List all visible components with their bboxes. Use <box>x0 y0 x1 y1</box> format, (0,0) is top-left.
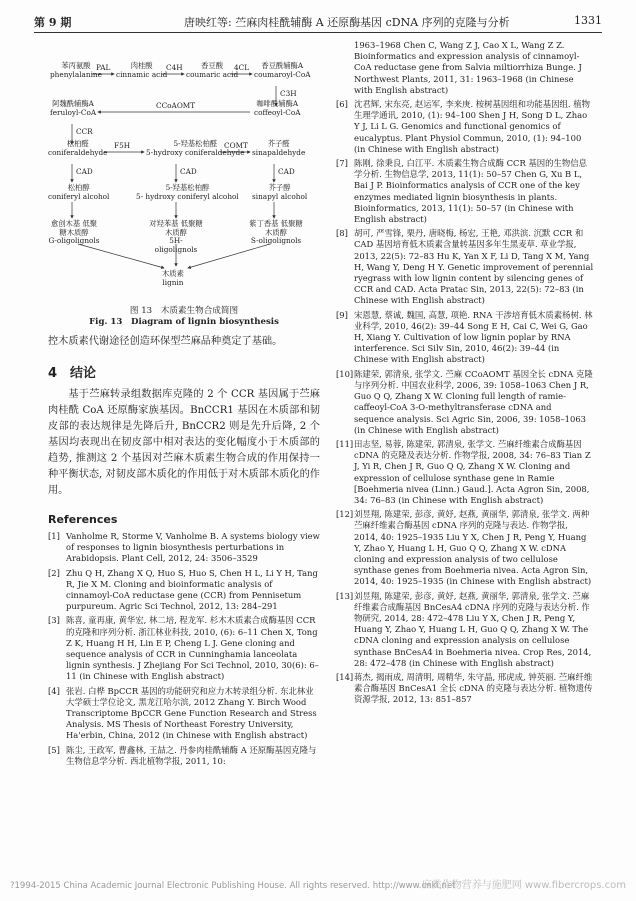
conclusion-paragraph: 基于苎麻转录组数据库克隆的 2 个 CCR 基因属于苎麻肉桂酰 CoA 还原酶家族基因。BnCCR1 基因在木质部和韧皮部的表达规律是先降后升, BnCCR2 则是先升后降, 2 个基因均表现出在韧皮部中相对表达的变化幅度小于木质部的趋势, 推测这 2 个基因对苎麻木质素生物合成的作用保持一种平衡状态, 对韧皮部木质化的作用低于对木质部木质化的作用。 <box>48 389 320 496</box>
node-coumaroyl-coa: 香豆酰辅酶A coumaroyl-CoA <box>254 61 311 79</box>
reference-item: [1] Vanholme R, Storme V, Vanholme B. A systems biology view of responses to lignin biosynthesis perturbations in Arabidopsis. Plant Cell, 2012, 24: 3506–3529 <box>48 531 320 564</box>
running-title: 唐映红等: 苎麻肉桂酰辅酶 A 还原酶基因 cDNA 序列的克隆与分析 <box>184 16 510 29</box>
reference-item: [4] 张岩. 白桦 BpCCR 基因的功能研究和应力木转录组分析. 东北林业大学硕士学位论文, 黑龙江哈尔滨, 2012 Zhang Y. Birch Wood Transcriptome BpCCR Gene Function Research and Stress Analysis. MS Thesis of Northeast Forestry University, Ha'erbin, China, 2012 (in Chinese with English abstract) <box>48 685 317 741</box>
enzyme-cad-1: CAD <box>76 167 93 176</box>
reference-item: [14] 蒋杰, 揭雨成, 周清明, 周精华, 朱守晶, 邢虎成, 钟英丽. 苎麻纤维素合酶基因 BnCesA1 全长 cDNA 的克隆与表达分析. 植物遗传资源学报, 2012, 13: 851–857 <box>336 671 593 705</box>
lignin-pathway-figure <box>48 60 320 300</box>
node-cinnamic-acid: 肉桂酸 cinnamic acid <box>116 61 168 79</box>
figure-caption-zh: 图 13 木质素生物合成简图 <box>129 306 239 316</box>
reference-item: [10] 陈建荣, 郭清泉, 张学文. 苎麻 CCoAOMT 基因全长 cDNA 克隆与序列分析. 中国农业科学, 2006, 39: 1058–1063 Chen J R, Guo Q Q, Zhang X W. Cloning full length of ramie-caffeoyl-CoA 3-O-methyltransferase cDNA and sequence analysis. Sci Agric Sin, 2006, 39: 1058–1063 (in Chinese with English abstract) <box>336 368 593 435</box>
reference-item: [11] 田志坚, 易蓉, 陈建荣, 郭清泉, 张学文. 苎麻纤维素合成酶基因 cDNA 的克隆及表达分析. 作物学报, 2008, 34: 76–83 Tian Z J, Yi R, Chen J R, Guo Q Q, Zhang X W. Cloning and expression of cellulose synthase gene in Ramie [Boehmeria nivea (Linn.) Gaud.]. Acta Agron Sin, 2008, 34: 76–83 (in Chinese with English abstract) <box>336 438 591 505</box>
reference-item: [7] 陈刚, 徐秉良, 白江平. 木质素生物合成酶 CCR 基因的生物信息学分析. 生物信息学, 2013, 11(1): 50–57 Chen G, Xu B L, Bai J P. Bioinformatics analysis of CCR one of the key enzymes mediated lignin biosynthesis in plants. Bioinformatics, 2013, 11(1): 50–57 (in Chinese with English abstract) <box>336 158 588 225</box>
figure-caption <box>48 306 320 328</box>
enzyme-ccoaomt: CCoAOMT <box>156 101 196 110</box>
reference-item: [9] 宋恩慧, 蔡诚, 魏国, 高慧, 项艳. RNA 干涉培育低木质素杨树. 林业科学, 2010, 46(2): 39–44 Song E H, Cai C, Wei G, Gao H, Xiang Y. Cultivation of low lignin poplar by RNA interference. Sci Silv Sin, 2010, 46(2): 39–44 (in Chinese with English abstract) <box>336 309 593 365</box>
enzyme-c3h: C3H <box>280 89 297 98</box>
issue-number: 第 9 期 <box>34 16 72 29</box>
node-g-oligolignols: 愈创木基 低聚糖木质醇 G-oligolignols <box>48 219 100 245</box>
copyright-footer <box>10 881 626 891</box>
reference-item: [12] 刘昱翔, 陈建荣, 彭彦, 黄妤, 赵燕, 黄丽华, 郭清泉, 张学文. 两种苎麻纤维素合酶基因 cDNA 序列的克隆与表达. 作物学报, 2014, 40: 1925–1935 Liu Y X, Chen J R, Peng Y, Huang Y, Zhao Y, Huang L H, Guo Q Q, Zhang X W. cDNA cloning and expression analysis of two cellulose synthase genes from Boehmeria nivea. Acta Agron Sin, 2014, 40: 1925–1935 (in Chinese with English abstract) <box>336 509 592 587</box>
enzyme-c4h: C4H <box>166 63 183 72</box>
enzyme-pal: PAL <box>96 63 111 72</box>
left-column <box>48 60 320 770</box>
reference-continued: 1963–1968 Chen C, Wang Z J, Cao X L, Wang Z Z. Bioinformatics and expression analysis of cinnamoyl-CoA reductase gene from Salvia miltiorrhiza Bunge. J Northwest Plants, 2011, 31: 1963–1968 (in Chinese with English abstract) <box>354 40 582 95</box>
running-header <box>34 14 602 32</box>
node-coniferyl-alcohol: 松柏醇 coniferyl alcohol <box>48 183 110 201</box>
node-coumaric-acid: 香豆酸 coumaric acid <box>186 61 239 79</box>
enzyme-cad-3: CAD <box>278 167 295 176</box>
enzyme-ccr: CCR <box>76 127 93 136</box>
figure-caption-en: Fig. 13 Diagram of lignin biosynthesis <box>89 317 279 327</box>
node-5-hydroxy-coniferyl-alcohol: 5-羟基松柏醇 5- hydroxy coniferyl alcohol <box>136 183 239 201</box>
copyright-text: ?1994-2015 China Academic Journal Electronic Publishing House. All rights reserved. http://www.cnki.net <box>10 881 456 891</box>
paragraph-continued: 控木质素代谢途径创造环保型苎麻品种奠定了基础。 <box>48 336 283 347</box>
node-sinapaldehyde: 芥子醛 sinapaldehyde <box>252 139 306 157</box>
node-phenylalanine: 苯丙氨酸 phenylalanine <box>50 61 102 79</box>
site-watermark: 麻类作物营养与施肥网 www.fibercrops.com <box>421 880 626 891</box>
enzyme-4cl: 4CL <box>234 63 250 72</box>
reference-item: [2] Zhu Q H, Zhang X Q, Huo S, Huo S, Chen H L, Li Y H, Tang R, Jie X M. Cloning and bioinformatic analysis of cinnamoyl-CoA reductase gene (CCR) from Pennisetum purpureum. Agric Sci Technol, 2012, 13: 284–291 <box>48 567 318 612</box>
node-lignin: 木质素 lignin <box>162 269 184 287</box>
node-coffeoyl-coa: 咖啡酰辅酶A coffeoyl-CoA <box>254 99 301 117</box>
node-feruloyl-coa: 阿魏酰辅酶A feruloyl-CoA <box>50 99 97 117</box>
enzyme-cad-2: CAD <box>180 167 197 176</box>
enzyme-comt: COMT <box>224 141 248 150</box>
enzyme-f5h: F5H <box>114 141 131 150</box>
reference-item: [3] 陈喜, 童再康, 黄华宏, 林二培, 程龙军. 杉木木质素合成酶基因 CCR 的克隆和序列分析. 浙江林业科技, 2010, (6): 6–11 Chen X, Tong Z K, Huang H H, Lin E P, Cheng L J. Gene cloning and sequence analysis of CCR in Cunninghamia lanceolata lignin synthesis. J Zhejiang For Sci Technol, 2010, 30(6): 6–11 (in Chinese with English abstract) <box>48 615 319 682</box>
header-rule <box>34 32 602 33</box>
reference-item: [13] 刘昱翔, 陈建荣, 彭彦, 黄妤, 赵燕, 黄丽华, 郭清泉, 张学文. 苎麻纤维素合成酶基因 BnCesA4 cDNA 序列的克隆与表达分析. 作物研究, 2014, 28: 472–478 Liu Y X, Chen J R, Peng Y, Huang Y, Zhao Y, Huang L H, Guo Q Q, Zhang X W. The cDNA cloning and expression analysis on cellulose synthase BnCesA4 in Boehmeria nivea. Crop Res, 2014, 28: 472–478 (in Chinese with English abstract) <box>336 590 592 668</box>
reference-item: [5] 陈尘, 王政军, 曹鑫林, 王喆之. 丹参肉桂酰辅酶 A 还原酶基因克隆与生物信息学分析. 西北植物学报, 2011, 10: <box>48 744 317 766</box>
section-heading-conclusion: 4 结论 <box>48 366 97 381</box>
reference-item: [6] 沈君辉, 宋东亮, 赵运军, 李来庚. 桉树基因组和功能基因组. 植物生理学通讯, 2010, (1): 94–100 Shen J H, Song D L, Zhao Y J, Li L G. Genomics and functional genomics of eucalyptus. Plant Physiol Commun, 2010, (1): 94–100 (in Chinese with English abstract) <box>336 99 590 154</box>
page-number: 1331 <box>574 14 602 27</box>
node-5h-oligolignols: 对羟苯基 低聚糖木质醇 5H-oligolignols <box>149 219 203 254</box>
reference-item: [8] 胡可, 严雪锋, 栗丹, 唐晓梅, 杨宏, 王艳, 邓洪滨. 沉默 CCR 和 CAD 基因培育低木质素含量转基因多年生黑麦草. 草业学报, 2013, 22(5): 72–83 Hu K, Yan X F, Li D, Tang X M, Yang H, Wang Y, Deng H Y. Genetic improvement of perennial ryegrass with low lignin content by silencing genes of CCR and CAD. Acta Pratac Sin, 2013, 22(5): 72–83 (in Chinese with English abstract) <box>336 228 594 306</box>
references-heading: References <box>48 513 118 526</box>
right-column <box>336 40 594 709</box>
node-coniferaldehyde: 松柏醛 coniferaldehyde <box>48 139 108 157</box>
node-5-hydroxy-coniferaldehyde: 5-羟基松柏醛 5-hydroxy coniferaldehyde <box>146 139 245 157</box>
node-sinapyl-alcohol: 芥子醇 sinapyl alcohol <box>252 183 308 201</box>
node-s-oligolignols: 紫丁香基 低聚糖木质醇 S-oligolignols <box>249 219 303 245</box>
